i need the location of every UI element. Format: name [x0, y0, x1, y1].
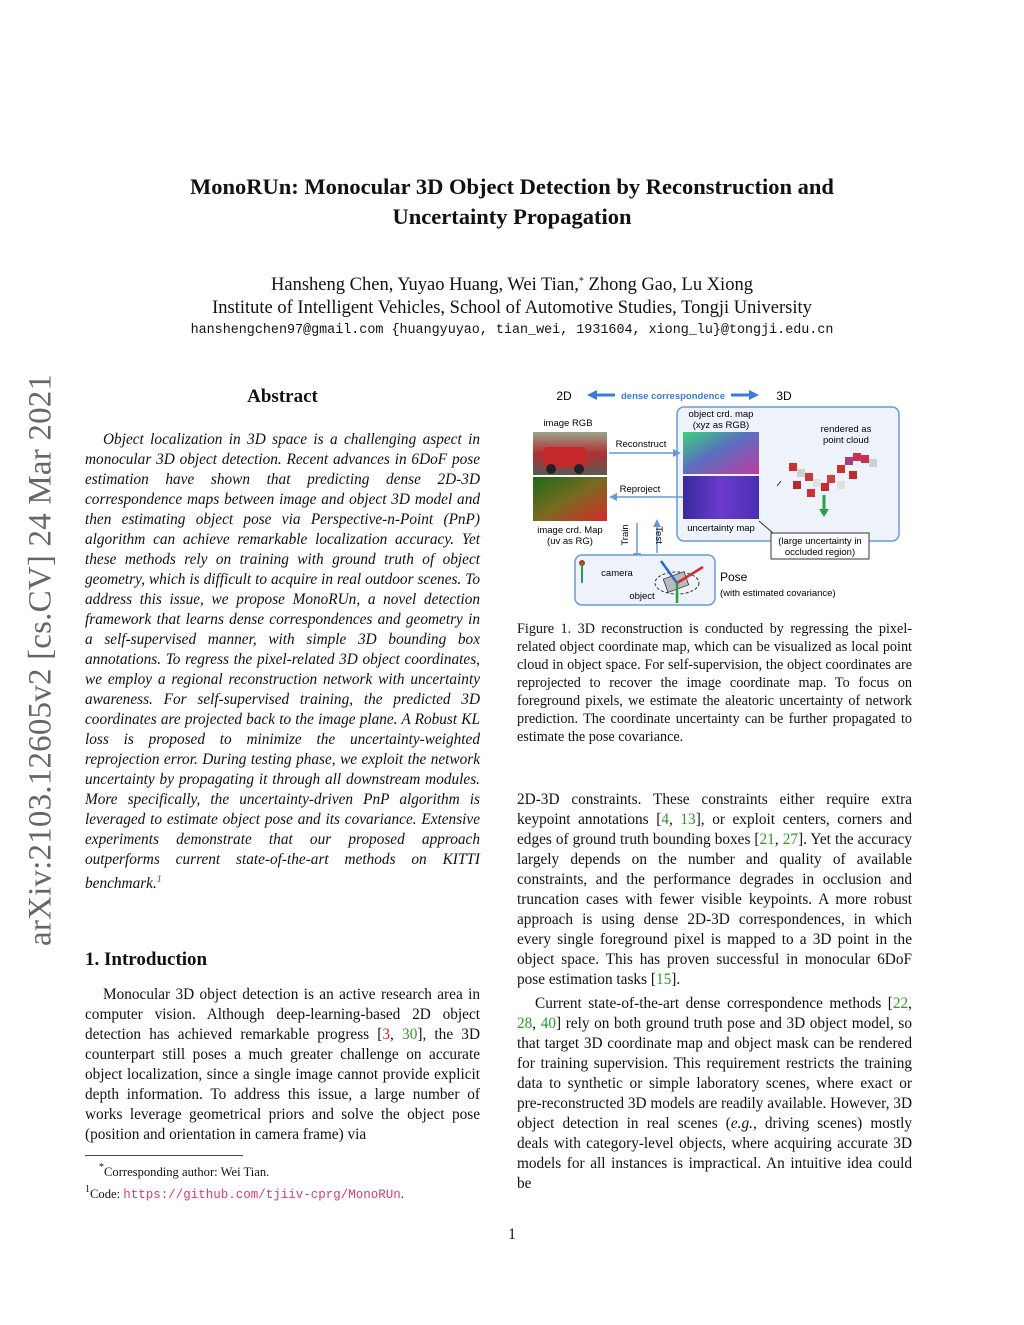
authors-part-2: Zhong Gao, Lu Xiong	[583, 275, 753, 295]
uncertainty-map-label: uncertainty map	[687, 523, 755, 534]
citation-link[interactable]: 40	[540, 1015, 557, 1032]
authors-part-1: Hansheng Chen, Yuyao Huang, Wei Tian,	[271, 275, 579, 295]
image-crd-label-1: image crd. Map	[537, 525, 603, 536]
citation-link[interactable]: 30	[402, 1026, 418, 1043]
author-list	[120, 270, 904, 297]
author-emails: hanshengchen97@gmail.com {huangyuyao, tian_wei, 1931604, xiong_lu}@tongji.edu.cn	[190, 323, 834, 338]
image-coordinate-map	[533, 477, 607, 521]
citation-sep: ,	[532, 1015, 541, 1032]
car-wheel	[574, 464, 584, 474]
label-2d: 2D	[556, 389, 572, 403]
title-line-1: MonoRUn: Monocular 3D Object Detection by Reconstruction and	[190, 174, 834, 199]
reproject-label: Reproject	[619, 484, 661, 495]
camera-label: camera	[601, 568, 633, 579]
paragraph	[517, 790, 912, 990]
abstract-footnote-mark[interactable]: 1	[156, 874, 162, 885]
page-number: 1	[508, 1226, 516, 1243]
arrow-left-icon	[587, 390, 597, 400]
text-run: ], or exploit centers, corners and edges of ground truth bounding boxes [	[517, 811, 912, 848]
citation-link[interactable]: 22	[892, 995, 909, 1012]
image-rgb-label: image RGB	[543, 418, 593, 429]
author-block	[120, 270, 904, 320]
abstract-body	[85, 430, 480, 894]
uncertainty-map-image	[683, 476, 759, 519]
corresponding-mark: *	[578, 276, 584, 287]
figure-1-caption: Figure 1. 3D reconstruction is conducted by regressing the pixel-related object coordinate map, which can be visualized as local point cloud in object space. For self-supervision, the object coordinates are reprojected to recover the image coordinate map. To focus on foreground pixels, we estimate the aleatoric uncertainty of network prediction. The coordinate uncertainty can be further propagated to estimate the pose covariance.	[517, 621, 912, 745]
text-run: , driving scenes) mostly deals with category-level objects, where acquiring accurate 3D models for all instances is impractical. An intuitive idea could be	[517, 1115, 912, 1192]
test-label: Test	[653, 526, 664, 544]
dense-correspondence-label: dense correspondence	[620, 391, 726, 402]
footnote-2-mark: 1	[85, 1184, 90, 1195]
car-wheel	[546, 464, 556, 474]
object-coordinate-map	[683, 432, 759, 474]
rendered-label-2: point cloud	[823, 435, 869, 446]
abstract-text: Object localization in 3D space is a challenging aspect in monocular 3D object detection. Recent advances in 6DoF pose estimation have shown that predicting dense 2D-3D correspondence maps between image and object 3D model and then estimating object pose via Perspective-n-Point (PnP) algorithm can achieve remarkable localization accuracy. Yet these methods rely on training with ground truth of object geometry, which is difficult to acquire in real outdoor scenes. To address this issue, we propose MonoRUn, a novel detection framework that learns dense correspondences and geometry in a self-supervised manner, with simple 3D bounding box annotations. To regress the pixel-related 3D object coordinates, we employ a regional reconstruction network with uncertainty awareness. For self-supervised training, the predicted 3D coordinates are projected back to the image plane. A Robust KL loss is proposed to minimize the uncertainty-weighted reprojection error. During testing phase, we exploit the network uncertainty by propagating it through all downstream modules. More specifically, the uncertainty-driven PnP algorithm is leveraged to estimate object pose and its covariance. Extensive experiments demonstrate that our proposed approach outperforms current state-of-the-art methods on KITTI benchmark.	[85, 431, 480, 892]
arxiv-identifier: arXiv:2103.12605v2 [cs.CV] 24 Mar 2021	[22, 373, 59, 947]
text-run: Current state-of-the-art dense correspondence methods [	[535, 995, 893, 1012]
footnote-1	[85, 1159, 480, 1181]
arrow-right-icon	[749, 390, 759, 400]
citation-link[interactable]: 21	[759, 831, 775, 848]
object-label: object	[629, 591, 655, 602]
train-label: Train	[620, 524, 631, 546]
footnote-2-label: Code:	[90, 1187, 124, 1201]
pose-label: Pose	[720, 570, 748, 584]
intro-text-1: Monocular 3D object detection is an active research area in computer vision. Although deep-learning-based 2D object detection has achieved remarkable progress [	[85, 986, 480, 1043]
image-crd-label-2: (uv as RG)	[547, 536, 593, 547]
paragraph	[517, 994, 912, 1194]
text-run: ] rely on both ground truth pose and 3D object model, so that target 3D coordinate map and object mask can be rendered for training supervision. This requirement restricts the training data to synthetic or simple laboratory scenes, where exact or pre-reconstructed 3D models are readily available. However, 3D object detection in real scenes (	[517, 1015, 912, 1132]
pose-sublabel: (with estimated covariance)	[720, 588, 836, 599]
footnote-1-text: Corresponding author: Wei Tian.	[104, 1165, 270, 1179]
citation-sep: ,	[668, 811, 681, 828]
citation-link[interactable]: 28	[517, 1015, 533, 1032]
footnote-rule	[85, 1155, 243, 1156]
paper-title	[120, 172, 904, 232]
large-uncertainty-label-2: occluded region)	[784, 547, 856, 558]
reconstruct-label: Reconstruct	[615, 439, 667, 450]
footnote-2-end: .	[400, 1187, 404, 1201]
citation-sep: ,	[390, 1026, 403, 1043]
citation-sep: ,	[908, 995, 912, 1012]
footnote-1-mark: *	[99, 1162, 104, 1173]
object-crd-label-1: object crd. map	[688, 409, 754, 420]
figure-1	[527, 385, 902, 610]
text-run: e.g.	[730, 1115, 753, 1132]
text-run: ]. Yet the accuracy largely depends on the number and quality of available constraints, and the performance degrades in occlusion and truncation cases with fewer visible keypoints. A more robust approach is using dense 2D-3D correspondences, in which every single foreground pixel is mapped to a 3D point in the object space. This has proven successful in monocular 6DoF pose estimation tasks [	[517, 831, 912, 988]
citation-sep: ,	[774, 831, 783, 848]
citation-link[interactable]: 15	[655, 971, 672, 988]
citation-link[interactable]: 27	[782, 831, 798, 848]
intro-text-2: ], the 3D counterpart still poses a much greater challenge on accurate object localization, since a single image cannot provide explicit depth information. To address this issue, a large number of works leverage geometrical priors and solve the object pose (position and orientation in camera frame) via	[85, 1026, 480, 1143]
affiliation: Institute of Intelligent Vehicles, School of Automotive Studies, Tongji University	[212, 298, 812, 318]
title-line-2: Uncertainty Propagation	[392, 204, 632, 229]
footnote-2	[85, 1181, 480, 1204]
right-column-body	[517, 790, 912, 1194]
code-link[interactable]: https://github.com/tjiiv-cprg/MonoRUn	[123, 1188, 401, 1202]
section-heading-introduction: 1. Introduction	[85, 949, 208, 970]
citation-link[interactable]: 4	[661, 811, 669, 828]
rendered-label-1: rendered as	[820, 424, 872, 435]
citation-link[interactable]: 3	[382, 1026, 391, 1043]
object-crd-label-2: (xyz as RGB)	[692, 420, 750, 431]
label-3d: 3D	[776, 389, 792, 403]
citation-link[interactable]: 13	[680, 811, 696, 828]
large-uncertainty-label-1: (large uncertainty in	[778, 536, 862, 547]
introduction-body	[85, 985, 480, 1145]
abstract-heading: Abstract	[247, 386, 318, 407]
car-shape	[543, 447, 587, 467]
footnotes	[85, 1159, 480, 1204]
arrow-left-icon	[609, 493, 617, 501]
text-run: ].	[671, 971, 681, 988]
text-run: 2D-3D constraints. These constraints either require extra keypoint annotations [	[517, 791, 912, 828]
